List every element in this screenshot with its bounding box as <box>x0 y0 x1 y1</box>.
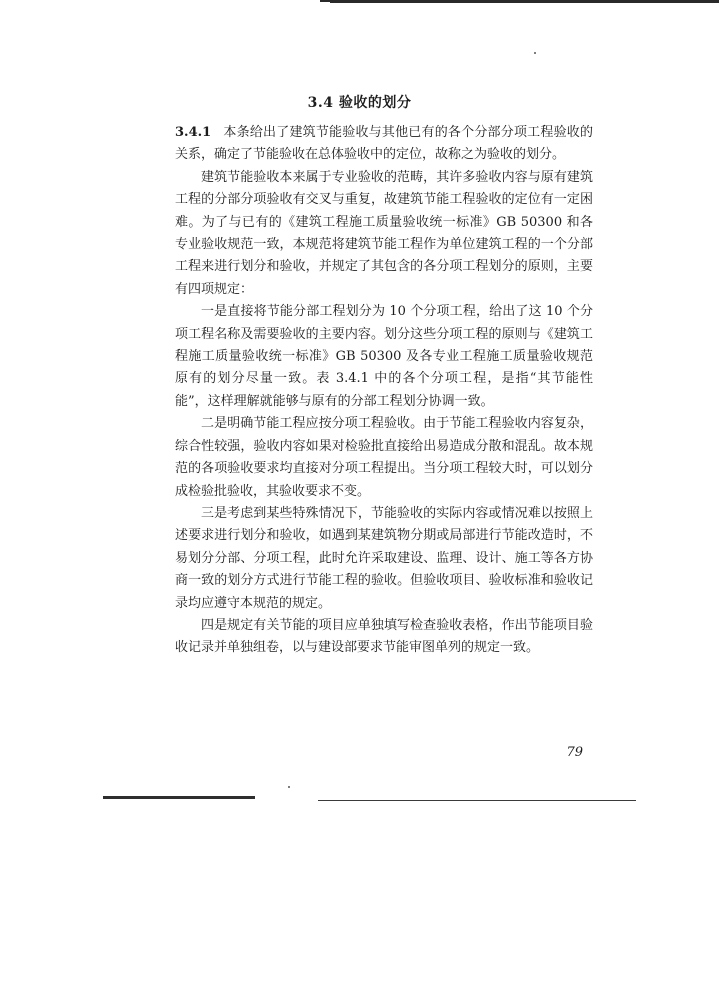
paragraph-6: 四是规定有关节能的项目应单独填写检查验收表格，作出节能项目验收记录并单独组卷，以与建设部要求节能审图单列的规定一致。 <box>175 617 593 656</box>
scan-speck <box>534 52 536 54</box>
scan-edge-bottom-left <box>103 796 255 799</box>
paragraph-4: 二是明确节能工程应按分项工程验收。由于节能工程验收内容复杂，综合性较强，验收内容如果对检验批直接给出易造成分散和混乱。故本规范的各项验收要求均直接对分项工程提出。当分项工程较大时，可以划分成检验批验收，其验收要求不变。 <box>175 416 593 499</box>
section-title: 3.4 验收的划分 <box>307 95 412 111</box>
scan-speck <box>288 786 290 788</box>
paragraph-3: 一是直接将节能分部工程划分为 10 个分项工程，给出了这 10 个分项工程名称及需要验收的主要内容。划分这些分项工程的原则与《建筑工程施工质量验收统一标准》GB 50300 及各专业工程施工质量验收规范原有的划分尽量一致。表 3.4.1 中的各个分项工程，是指“其节能性能”，这样理解就能够与原有的分部工程划分协调一致。 <box>175 304 593 409</box>
paragraph-2: 建筑节能验收本来属于专业验收的范畴，其许多验收内容与原有建筑工程的分部分项验收有交叉与重复，故建筑节能工程验收的定位有一定困难。为了与已有的《建筑工程施工质量验收统一标准》GB 50300 和各专业验收规范一致，本规范将建筑节能工程作为单位建筑工程的一个分部工程来进行划分和验收，并规定了其包含的各分项工程划分的原则，主要有四项规定： <box>175 169 593 297</box>
scan-edge-top <box>330 0 719 3</box>
body-text <box>175 122 593 660</box>
paragraph-5: 三是考虑到某些特殊情况下，节能验收的实际内容或情况难以按照上述要求进行划分和验收，如遇到某建筑物分期或局部进行节能改造时，不易划分分部、分项工程，此时允许采取建设、监理、设计、施工等各方协商一致的划分方式进行节能工程的验收。但验收项目、验收标准和验收记录均应遵守本规范的规定。 <box>175 505 593 611</box>
clause-number: 3.4.1 <box>175 125 212 140</box>
page-number: 79 <box>566 745 583 760</box>
paragraph-1-text: 本条给出了建筑节能验收与其他已有的各个分部分项工程验收的关系，确定了节能验收在总体验收中的定位，故称之为验收的划分。 <box>175 125 593 163</box>
paragraph-1 <box>175 122 593 167</box>
scan-edge-bottom-right <box>318 800 636 801</box>
